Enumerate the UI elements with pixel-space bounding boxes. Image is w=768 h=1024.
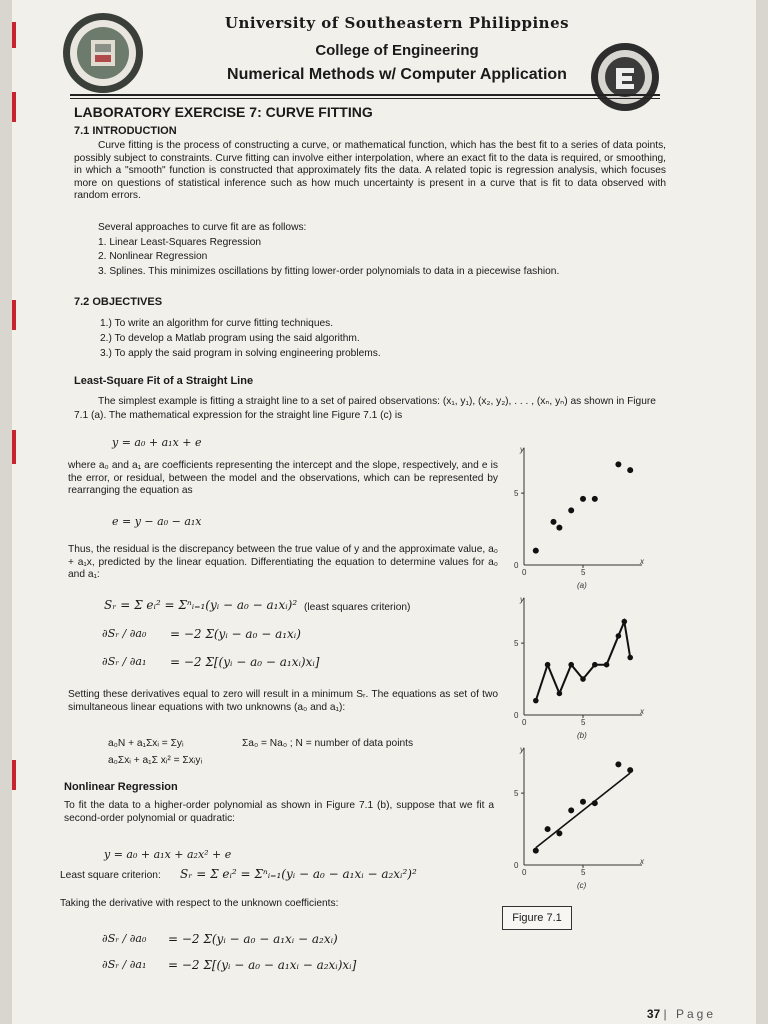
intro-heading: 7.1 INTRODUCTION <box>74 125 177 137</box>
figure-caption: Figure 7.1 <box>502 906 572 930</box>
data-point <box>580 799 586 805</box>
nonlinear-paragraph: To fit the data to a higher-order polynomial as shown in Figure 7.1 (b), suppose that we fit a second-order polynomial or quadratic: <box>64 800 494 824</box>
equation-derivative-a1-lhs: ∂Sᵣ / ∂a₁ <box>102 655 147 668</box>
approach-item: 3. Splines. This minimizes oscillations by fitting lower-order polynomials to data in a piecewise fashion. <box>98 266 560 277</box>
page-number: 37 <box>646 1007 661 1021</box>
objective-item: 2.) To develop a Matlab program using the said algorithm. <box>100 333 360 344</box>
setting-paragraph: Setting these derivatives equal to zero will result in a minimum Sᵣ. The equations as set of two simultaneous linear equations with two unknowns (a₀ and a₁): <box>68 689 498 713</box>
x-tick-label: 5 <box>581 568 586 577</box>
y-axis-label: y <box>520 445 524 454</box>
data-point <box>568 507 574 513</box>
approaches-intro: Several approaches to curve fit are as follows: <box>98 222 307 233</box>
equation-quad-derivative-a0: = −2 Σ(yᵢ − a₀ − a₁xᵢ − a₂xᵢ) <box>168 932 338 946</box>
header-divider <box>70 94 660 96</box>
x-tick-label: 0 <box>522 718 527 727</box>
where-paragraph: where a₀ and a₁ are coefficients representing the intercept and the slope, respectively, and e is the error, or residual, between the model and the observations, which can be represented by rearranging the equation as <box>68 460 498 496</box>
data-point <box>556 525 562 531</box>
objective-item: 1.) To write an algorithm for curve fitting techniques. <box>100 318 334 329</box>
header-divider <box>70 98 660 99</box>
page-footer <box>647 1007 716 1021</box>
data-point <box>533 698 539 704</box>
university-name: University of Southeastern Philippines <box>224 14 570 32</box>
equation-derivative-a0: = −2 Σ(yᵢ − a₀ − a₁xᵢ) <box>170 627 301 641</box>
data-point <box>568 807 574 813</box>
normal-equation-1: a₀N + a₁Σxᵢ = Σyᵢ <box>108 738 184 749</box>
y-tick-label: 0 <box>514 561 519 570</box>
y-axis-label: y <box>520 595 524 604</box>
data-point <box>622 619 628 625</box>
x-tick-label: 5 <box>581 718 586 727</box>
y-axis-label: y <box>520 745 524 754</box>
normal-equation-2: a₀Σxᵢ + a₁Σ xᵢ² = Σxᵢyᵢ <box>108 755 203 766</box>
exercise-title: LABORATORY EXERCISE 7: CURVE FITTING <box>74 104 373 120</box>
data-point <box>616 633 622 639</box>
normal-equation-note: Σa₀ = Na₀ ; N = number of data points <box>242 738 414 749</box>
x-tick-label: 5 <box>581 868 586 877</box>
data-point <box>568 662 574 668</box>
y-tick-label: 5 <box>514 489 519 499</box>
data-point <box>551 519 557 525</box>
figure-7-1 <box>502 440 662 900</box>
data-point <box>627 655 633 661</box>
university-seal-logo <box>62 12 144 94</box>
data-point <box>592 496 598 502</box>
equation-criterion: Sᵣ = Σ eᵢ² = Σⁿᵢ₌₁(yᵢ − a₀ − a₁xᵢ − a₂xᵢ²)² <box>180 867 417 881</box>
data-point <box>615 761 621 767</box>
data-point <box>615 461 621 467</box>
panel-label: (b) <box>577 731 587 740</box>
college-name: College of Engineering <box>315 42 479 59</box>
x-axis-label: x <box>640 707 644 716</box>
panel-label: (a) <box>577 581 587 590</box>
data-point <box>592 800 598 806</box>
data-point <box>627 467 633 473</box>
data-point <box>592 662 598 668</box>
fit-line <box>536 773 630 848</box>
x-axis-label: x <box>640 557 644 566</box>
y-tick-label: 5 <box>514 789 519 799</box>
data-point <box>604 662 610 668</box>
objective-item: 3.) To apply the said program in solving engineering problems. <box>100 348 381 359</box>
least-square-heading: Least-Square Fit of a Straight Line <box>74 375 254 387</box>
scan-edge-mark <box>12 22 16 48</box>
equation-sr-note: (least squares criterion) <box>304 602 411 613</box>
data-point <box>545 826 551 832</box>
least-square-intro: 7.1 (a). The mathematical expression for the straight line Figure 7.1 (c) is <box>74 410 403 421</box>
nonlinear-heading: Nonlinear Regression <box>64 781 178 793</box>
data-point <box>627 767 633 773</box>
data-point <box>580 496 586 502</box>
data-point <box>533 848 539 854</box>
equation-derivative-a0-lhs: ∂Sᵣ / ∂a₀ <box>102 627 147 640</box>
taking-derivative-text: Taking the derivative with respect to the unknown coefficients: <box>60 898 339 909</box>
scan-edge-mark <box>12 92 16 122</box>
least-square-intro: The simplest example is fitting a straight line to a set of paired observations: (x₁, y₁), (x₂, y₂), . . . , (xₙ, yₙ) as shown in Figure <box>98 396 656 407</box>
equation-sr: Sᵣ = Σ eᵢ² = Σⁿᵢ₌₁(yᵢ − a₀ − a₁xᵢ)² <box>104 598 298 612</box>
scan-edge-mark <box>12 430 16 464</box>
approach-item: 1. Linear Least-Squares Regression <box>98 237 262 248</box>
data-point <box>580 676 586 682</box>
fitted-curve <box>536 622 630 701</box>
panel-label: (c) <box>577 881 587 890</box>
page-label: | Page <box>663 1007 716 1021</box>
equation-quad-derivative-a0-lhs: ∂Sᵣ / ∂a₀ <box>102 932 147 945</box>
equation-quad-derivative-a1: = −2 Σ[(yᵢ − a₀ − a₁xᵢ − a₂xᵢ)xᵢ] <box>168 958 357 972</box>
course-title: Numerical Methods w/ Computer Application <box>227 66 567 83</box>
approach-item: 2. Nonlinear Regression <box>98 251 208 262</box>
objectives-heading: 7.2 OBJECTIVES <box>74 296 163 308</box>
x-tick-label: 0 <box>522 868 527 877</box>
data-point <box>545 662 551 668</box>
data-point <box>556 830 562 836</box>
equation-residual: e = y − a₀ − a₁x <box>112 515 202 528</box>
y-tick-label: 0 <box>514 861 519 870</box>
intro-paragraph: Curve fitting is the process of constructing a curve, or mathematical function, which has the best fit to a series of data points, possibly subject to constraints. Curve fitting can involve either interpolation, where an exact fit to the data is required, or smoothing, in which a "smooth" function is constructed that approximately fits the data. A related topic is regression analysis, which focuses more on questions of statistical inference such as how much uncertainty is present in a curve that is fit to data observed with random errors. <box>74 140 666 201</box>
document-page <box>12 0 756 1024</box>
y-tick-label: 5 <box>514 639 519 649</box>
y-tick-label: 0 <box>514 711 519 720</box>
equation-quad-derivative-a1-lhs: ∂Sᵣ / ∂a₁ <box>102 958 147 971</box>
equation-quadratic: y = a₀ + a₁x + a₂x² + e <box>104 848 232 861</box>
data-point <box>533 548 539 554</box>
scan-edge-mark <box>12 760 16 790</box>
x-tick-label: 0 <box>522 568 527 577</box>
scan-edge-mark <box>12 300 16 330</box>
x-axis-label: x <box>640 857 644 866</box>
criterion-label: Least square criterion: <box>60 870 161 881</box>
thus-paragraph: Thus, the residual is the discrepancy between the true value of y and the approximate value, a₀ + a₁x, predicted by the linear equation. Differentiating the equation to determine values for a₀ and a₁: <box>68 544 498 580</box>
equation-derivative-a1: = −2 Σ[(yᵢ − a₀ − a₁xᵢ)xᵢ] <box>170 655 320 669</box>
equation-line: y = a₀ + a₁x + e <box>112 436 202 449</box>
data-point <box>557 691 563 697</box>
